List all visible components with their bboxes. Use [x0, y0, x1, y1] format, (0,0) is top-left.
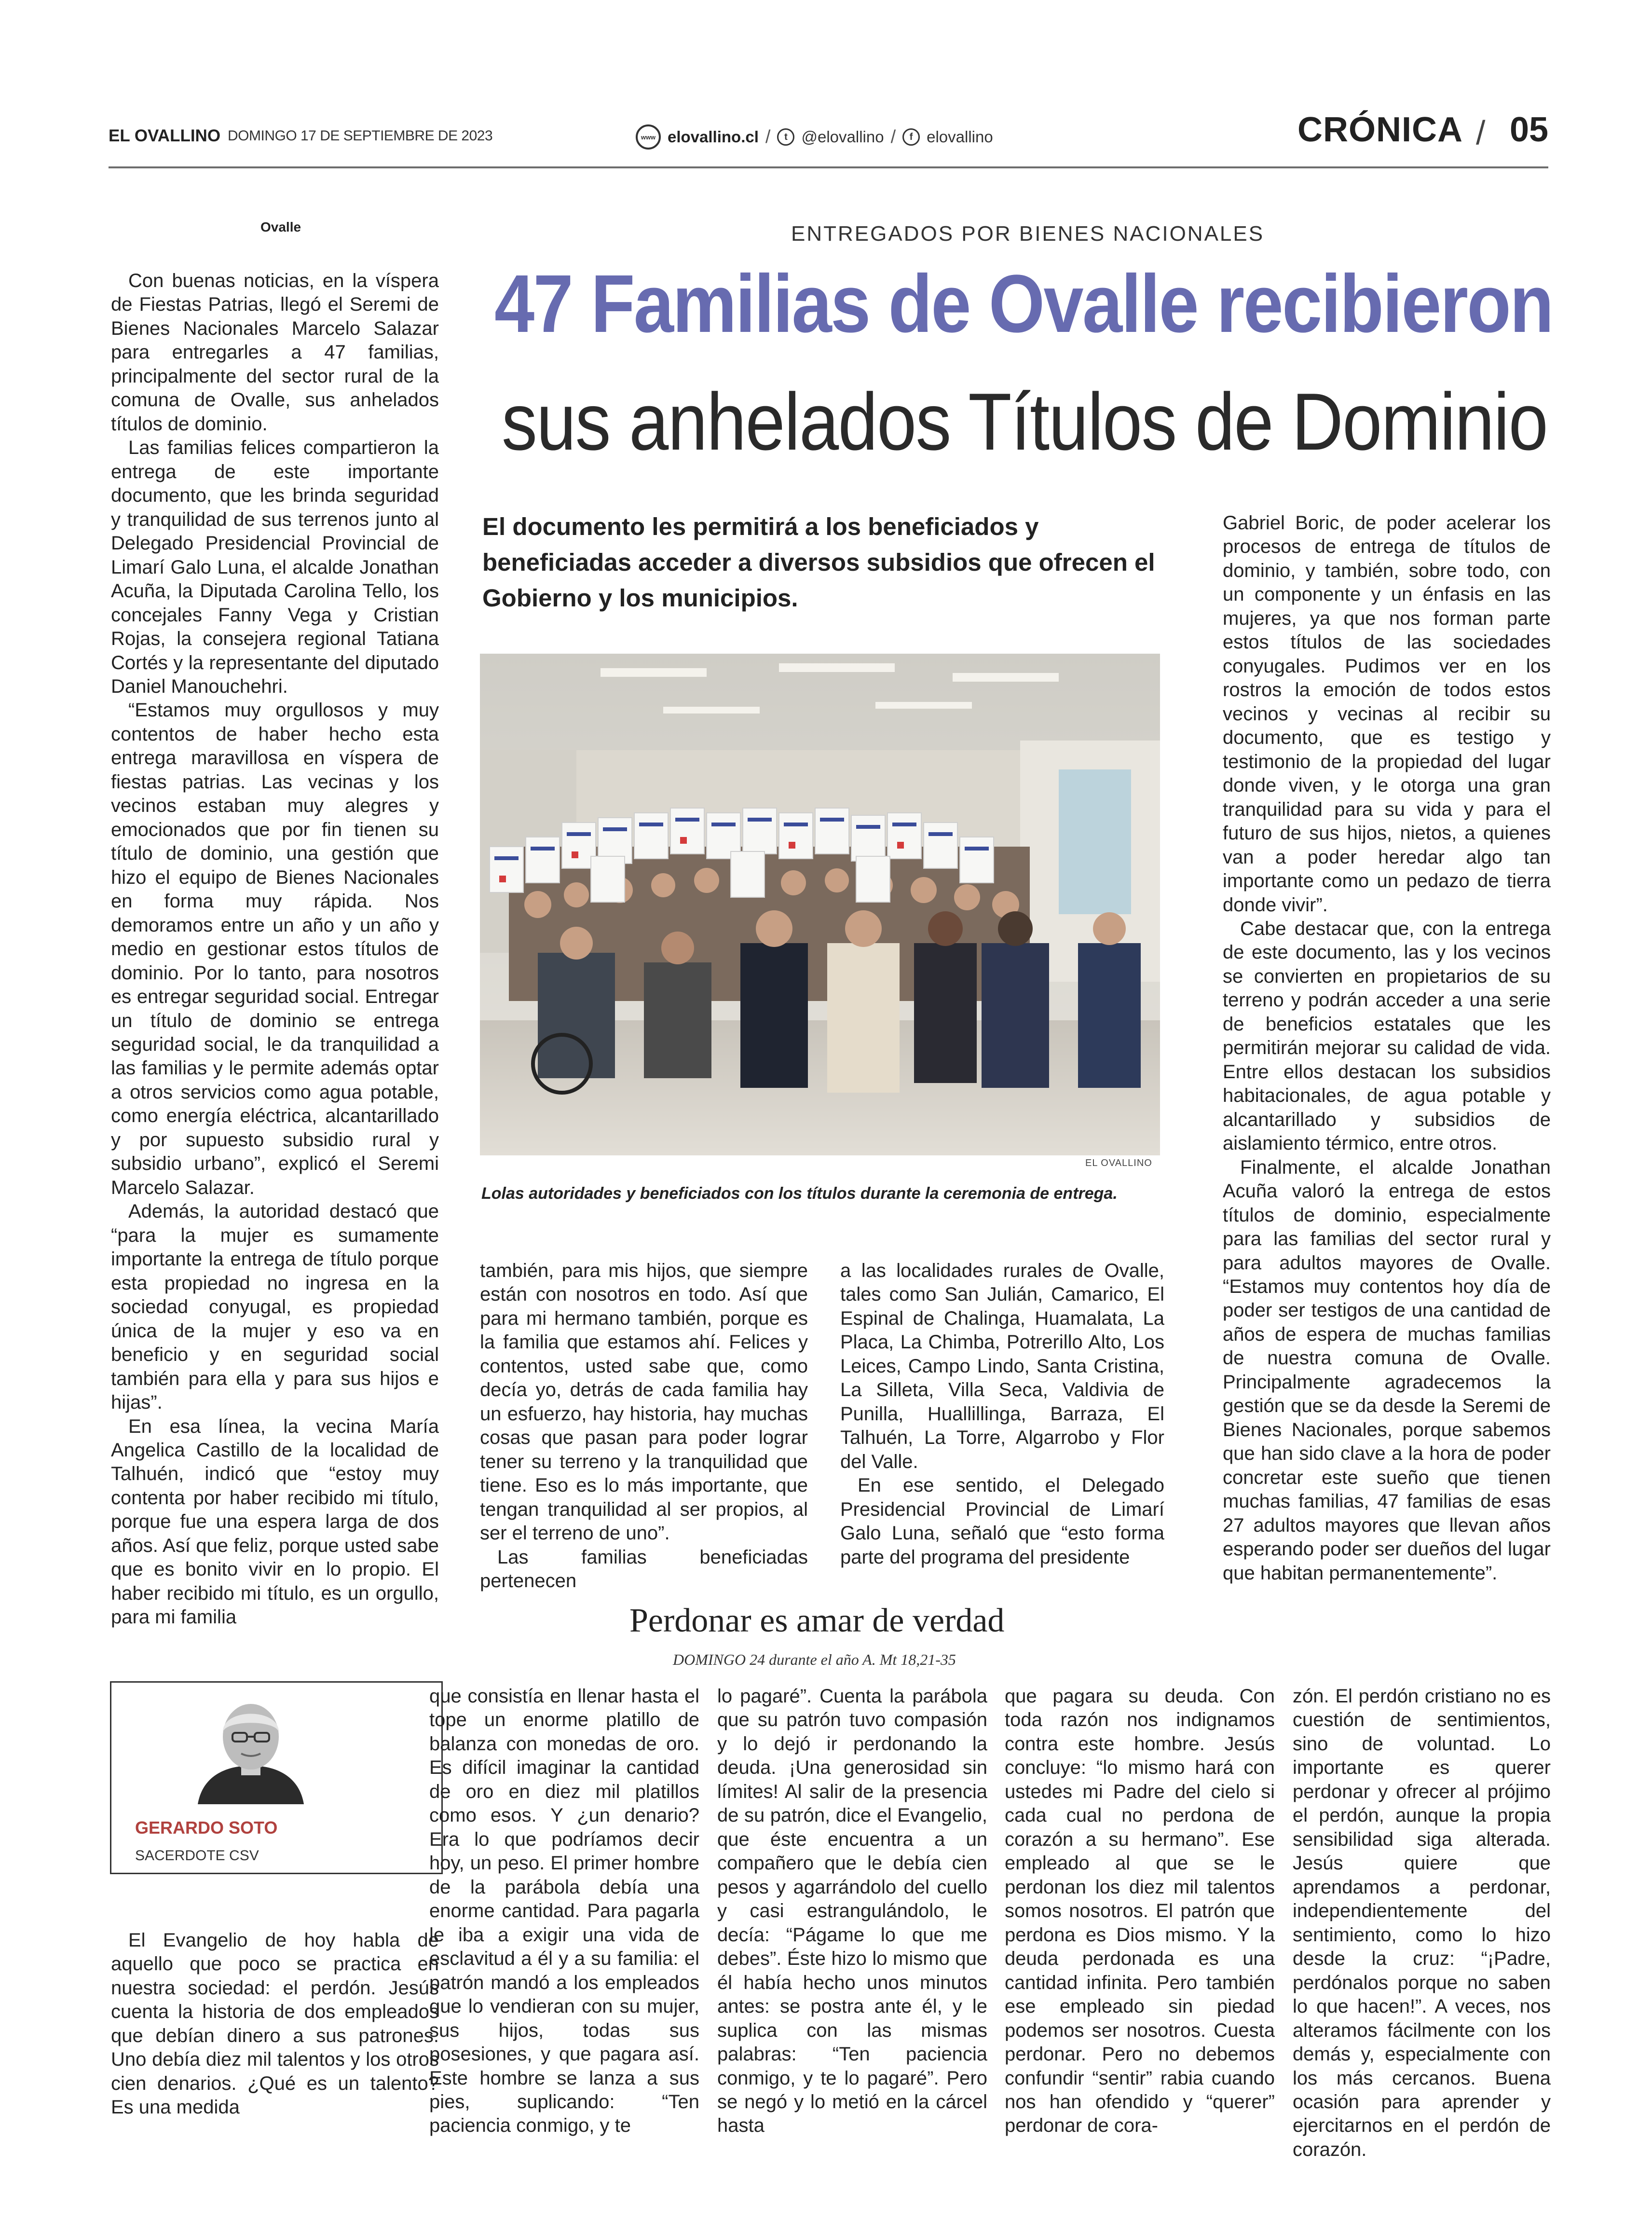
paragraph: que pagara su deuda. Con toda razón nos indignamos contra este hombre. Jesús concluye: “lo mismo hará con ustedes mi Padre del cielo si cada cual no perdona de corazón a su hermano”. Ese empleado al que se le perdonan los diez mil talentos somos nosotros. El patrón que perdona es Dios mismo. Y la deuda perdonada es una cantidad infinita. Pero también ese empleado sin piedad podemos ser nosotros. Cuesta perdonar. Pero no debemos confundir “sentir” rabia cuando nos han ofendido y “querer” perdonar de cora- [1005, 1686, 1275, 2137]
dateline-city: Ovalle [260, 219, 301, 234]
column-note-col-3 [717, 1685, 987, 2138]
paragraph: zón. El perdón cristiano no es cuestión de sentimientos, sino de voluntad. Lo importante es querer perdonar y ofrecer al prójimo el perdón, aunque la propia sensibilidad siga alterada. Jesús quiere que aprendamos a perdonar, independientemente del sentimiento, como lo hizo desde la cruz: “¡Padre, perdónalos porque no saben lo que hacen!”. A veces, nos alteramos fácilmente con los demás y, especialmente con los más cercanos. Buena ocasión para aprender y ejercitarnos en el perdón de corazón. [1293, 1686, 1551, 2160]
paragraph: Cabe destacar que, con la entrega de este documento, las y los vecinos se convierten en propietarios de su terreno y podrán acceder a una serie de beneficios estatales que les permitirán mejorar su calidad de vida. Entre ellos destacan los subsidios habitacionales, de agua potable y alcantarillado y subsidios de aislamiento térmico, entre otros. [1223, 918, 1551, 1154]
separator: / [765, 126, 771, 147]
paragraph: “Estamos muy orgullosos y muy contentos de haber hecho esta entrega maravillosa en víspera de fiestas patrias. Las vecinas y los vecinos estaban muy alegres y emocionados que por fin tienen su título de dominio, una gestión que hizo el equipo de Bienes Nacionales en forma muy rápida. Nos demoramos entre un año y un año y medio en gestionar estos títulos de dominio. Por lo tanto, para nosotros es entregar seguridad social. Entregar un título de dominio se entrega seguridad social, le da tranquilidad a las familias y le permite además optar a otros servicios como agua potable, como energía eléctrica, alcantarillado y por supuesto subsidio rural y subsidio urbano”, explicó el Seremi Marcelo Salazar. [111, 700, 439, 1198]
issue-date: DOMINGO 17 DE SEPTIEMBRE DE 2023 [228, 128, 493, 144]
ceremony-photo [480, 654, 1160, 1155]
social-links [636, 124, 993, 150]
paragraph: a las localidades rurales de Ovalle, tales como San Julián, Camarico, El Espinal de Chalinga, Huamalata, La Placa, La Chimba, Potrerillo Alto, Los Leices, Campo Lindo, Santa Cristina, La Silleta, Villa Seca, Valdivia de Punilla, Huallillinga, Barraza, El Talhuén, La Torre, Algarrobo y Flor del Valle. [840, 1260, 1164, 1472]
globe-icon: www [636, 124, 661, 150]
website-link[interactable]: elovallino.cl [668, 128, 759, 146]
paragraph: Gabriel Boric, de poder acelerar los procesos de entrega de títulos de dominio, y también, sobre todo, con un componente y un énfasis en las mujeres, ya que nos forman parte estos títulos de las sociedades conyugales. Pudimos ver en los rostros la emoción de todos estos vecinos y vecinas al recibir su documento, que es testigo y testimonio de la propiedad del lugar donde viven, y le otorga una gran tranquilidad para su vida y para el futuro de sus hijos, nietos, a quienes van a poder heredar algo tan importante como un pedazo de tierra donde vivir”. [1223, 512, 1551, 916]
column-note-col-5 [1293, 1685, 1551, 2162]
paragraph: lo pagaré”. Cuenta la parábola que su patrón tuvo compasión y lo dejó ir perdonando la deuda. ¡Una generosidad sin límites! Al salir de la presencia de su patrón, dice el Evangelio, que éste encuentra a un compañero que le debía cien pesos y agarrándolo del cuello y casi estrangulándolo, le decía: “Págame lo que me debes”. Éste hizo lo mismo que él había hecho unos minutos antes: se postra ante él, y le suplica con las mismas palabras: “Ten paciencia conmigo, y te lo pagaré”. Pero se negó y lo metió en la cárcel hasta [717, 1686, 987, 2137]
photo-caption: Lolas autoridades y beneficiados con los títulos durante la ceremonia de entrega. [481, 1184, 1118, 1203]
page-number: 05 [1510, 110, 1549, 149]
paragraph: En ese sentido, el Delegado Presidencial Provincial de Limarí Galo Luna, señaló que “esto forma parte del programa del presidente [840, 1475, 1164, 1568]
paragraph: Las familias felices compartieron la entrega de este importante documento, que les brinda seguridad y tranquilidad de sus terrenos junto al Delegado Presidencial Provincial de Limarí Galo Luna, el alcalde Jonathan Acuña, la Diputada Carolina Tello, los concejales Fanny Vega y Cristian Rojas, la consejera regional Tatiana Cortés y la representante del diputado Daniel Manouchehri. [111, 437, 439, 697]
paragraph: En esa línea, la vecina María Angelica Castillo de la localidad de Talhuén, indicó que “estoy muy contenta por haber recibido mi título, porque fue una espera larga de dos años. Así que feliz, porque usted sabe que es bonito vivir en lo propio. El haber recibido mi título, es un orgullo, para mi familia [111, 1415, 439, 1628]
facebook-icon: f [902, 128, 920, 146]
article-lede: El documento les permitirá a los beneficiados y beneficiadas acceder a diversos subsidios que ofrecen el Gobierno y los municipios. [482, 513, 1155, 612]
paragraph: Además, la autoridad destacó que “para la mujer es sumamente importante la entrega de título porque esta propiedad no ingresa en la sociedad conyugal, es propiedad única de la mujer y eso va en beneficio y en seguridad social también para ella y para sus hijos e hijas”. [111, 1201, 439, 1413]
paragraph: Las familias beneficiadas pertenecen [480, 1546, 808, 1592]
article-column-3 [840, 1259, 1164, 1569]
paragraph: también, para mis hijos, que siempre están con nosotros en todo. Así que para mi hermano también, porque es la familia que estamos ahí. Felices y contentos, usted sabe que, como decía yo, detrás de cada familia hay un esfuerzo, hay historia, hay muchas cosas que pasan para poder lograr tener su terreno y la tranquilidad que tiene. Eso es lo más importante, que tengan tranquilidad al ser propios, al ser el terreno de uno”. [480, 1260, 808, 1544]
section-name: CRÓNICA [1297, 110, 1463, 149]
paragraph: que consistía en llenar hasta el tope un enorme platillo de balanza con monedas de oro. Es difícil imaginar la cantidad de oro en diez mil platillos como esos. Y ¿un denario? Era lo que podríamos decir hoy, un peso. El primer hombre de la parábola debía una enorme cantidad. Para pagarla le iba a exigir una vida de esclavitud a él y a su familia: el patrón mandó a los empleados que lo vendieran con su mujer, sus hijos, todas sus posesiones, y que pagara así. Este hombre se lanza a sus pies, suplicando: “Ten paciencia conmigo, y te [429, 1686, 699, 2137]
headline-line-2: sus anhelados Títulos de Dominio [502, 376, 1548, 467]
headline-line-1: 47 Familias de Ovalle recibieron [494, 258, 1553, 350]
newspaper-name: EL OVALLINO [109, 126, 221, 145]
article-column-4 [1223, 511, 1551, 1585]
article-column-2 [480, 1259, 808, 1593]
column-note-col-2 [429, 1685, 699, 2138]
article-kicker: ENTREGADOS POR BIENES NACIONALES [791, 222, 1265, 246]
author-name: GERARDO SOTO [135, 1818, 278, 1838]
article-column-1 [111, 269, 439, 1630]
paragraph: El Evangelio de hoy habla de aquello que poco se practica en nuestra sociedad: el perdón. Jesús cuenta la historia de dos empleados que debían dinero a sus patrones. Uno debía diez mil talentos y los otros cien denarios. ¿Qué es un talento? Es una medida [111, 1930, 439, 2118]
twitter-handle[interactable]: @elovallino [801, 128, 884, 146]
separator: / [890, 126, 896, 147]
twitter-icon: t [777, 128, 794, 146]
paragraph: Con buenas noticias, en la víspera de Fiestas Patrias, llegó el Seremi de Bienes Nacionales Marcelo Salazar para entregarles a 47 familias, principalmente del sector rural de la comuna de Ovalle, sus anhelados títulos de dominio. [111, 270, 439, 435]
paragraph: Finalmente, el alcalde Jonathan Acuña valoró la entrega de estos títulos de dominio, especialmente para las familias del sector rural y para adultos mayores de Ovalle. “Estamos muy contentos hoy día de poder ser testigos de una cantidad de años de espera de muchas familias de nuestra comuna de Ovalle. Principalmente agradecemos la gestión que se da desde la Seremi de Bienes Nacionales, porque sabemos que han sido clave a la hora de poder concretar este sueño que tienen muchas familias, 47 familias de esas 27 adultos mayores que llevan años esperando poder ser dueños del lugar que habitan permanentemente”. [1223, 1156, 1551, 1584]
column-subtitle: DOMINGO 24 durante el año A. Mt 18,21-35 [673, 1651, 956, 1668]
author-role: SACERDOTE CSV [135, 1848, 259, 1864]
photo-credit: EL OVALLINO [1085, 1158, 1152, 1168]
facebook-handle[interactable]: elovallino [927, 128, 993, 146]
column-title: Perdonar es amar de verdad [629, 1602, 1005, 1639]
section-separator: / [1476, 114, 1486, 151]
author-portrait [193, 1693, 309, 1804]
header-rule [109, 166, 1548, 168]
column-note-col-4 [1005, 1685, 1275, 2138]
column-note-col-1 [111, 1929, 439, 2120]
